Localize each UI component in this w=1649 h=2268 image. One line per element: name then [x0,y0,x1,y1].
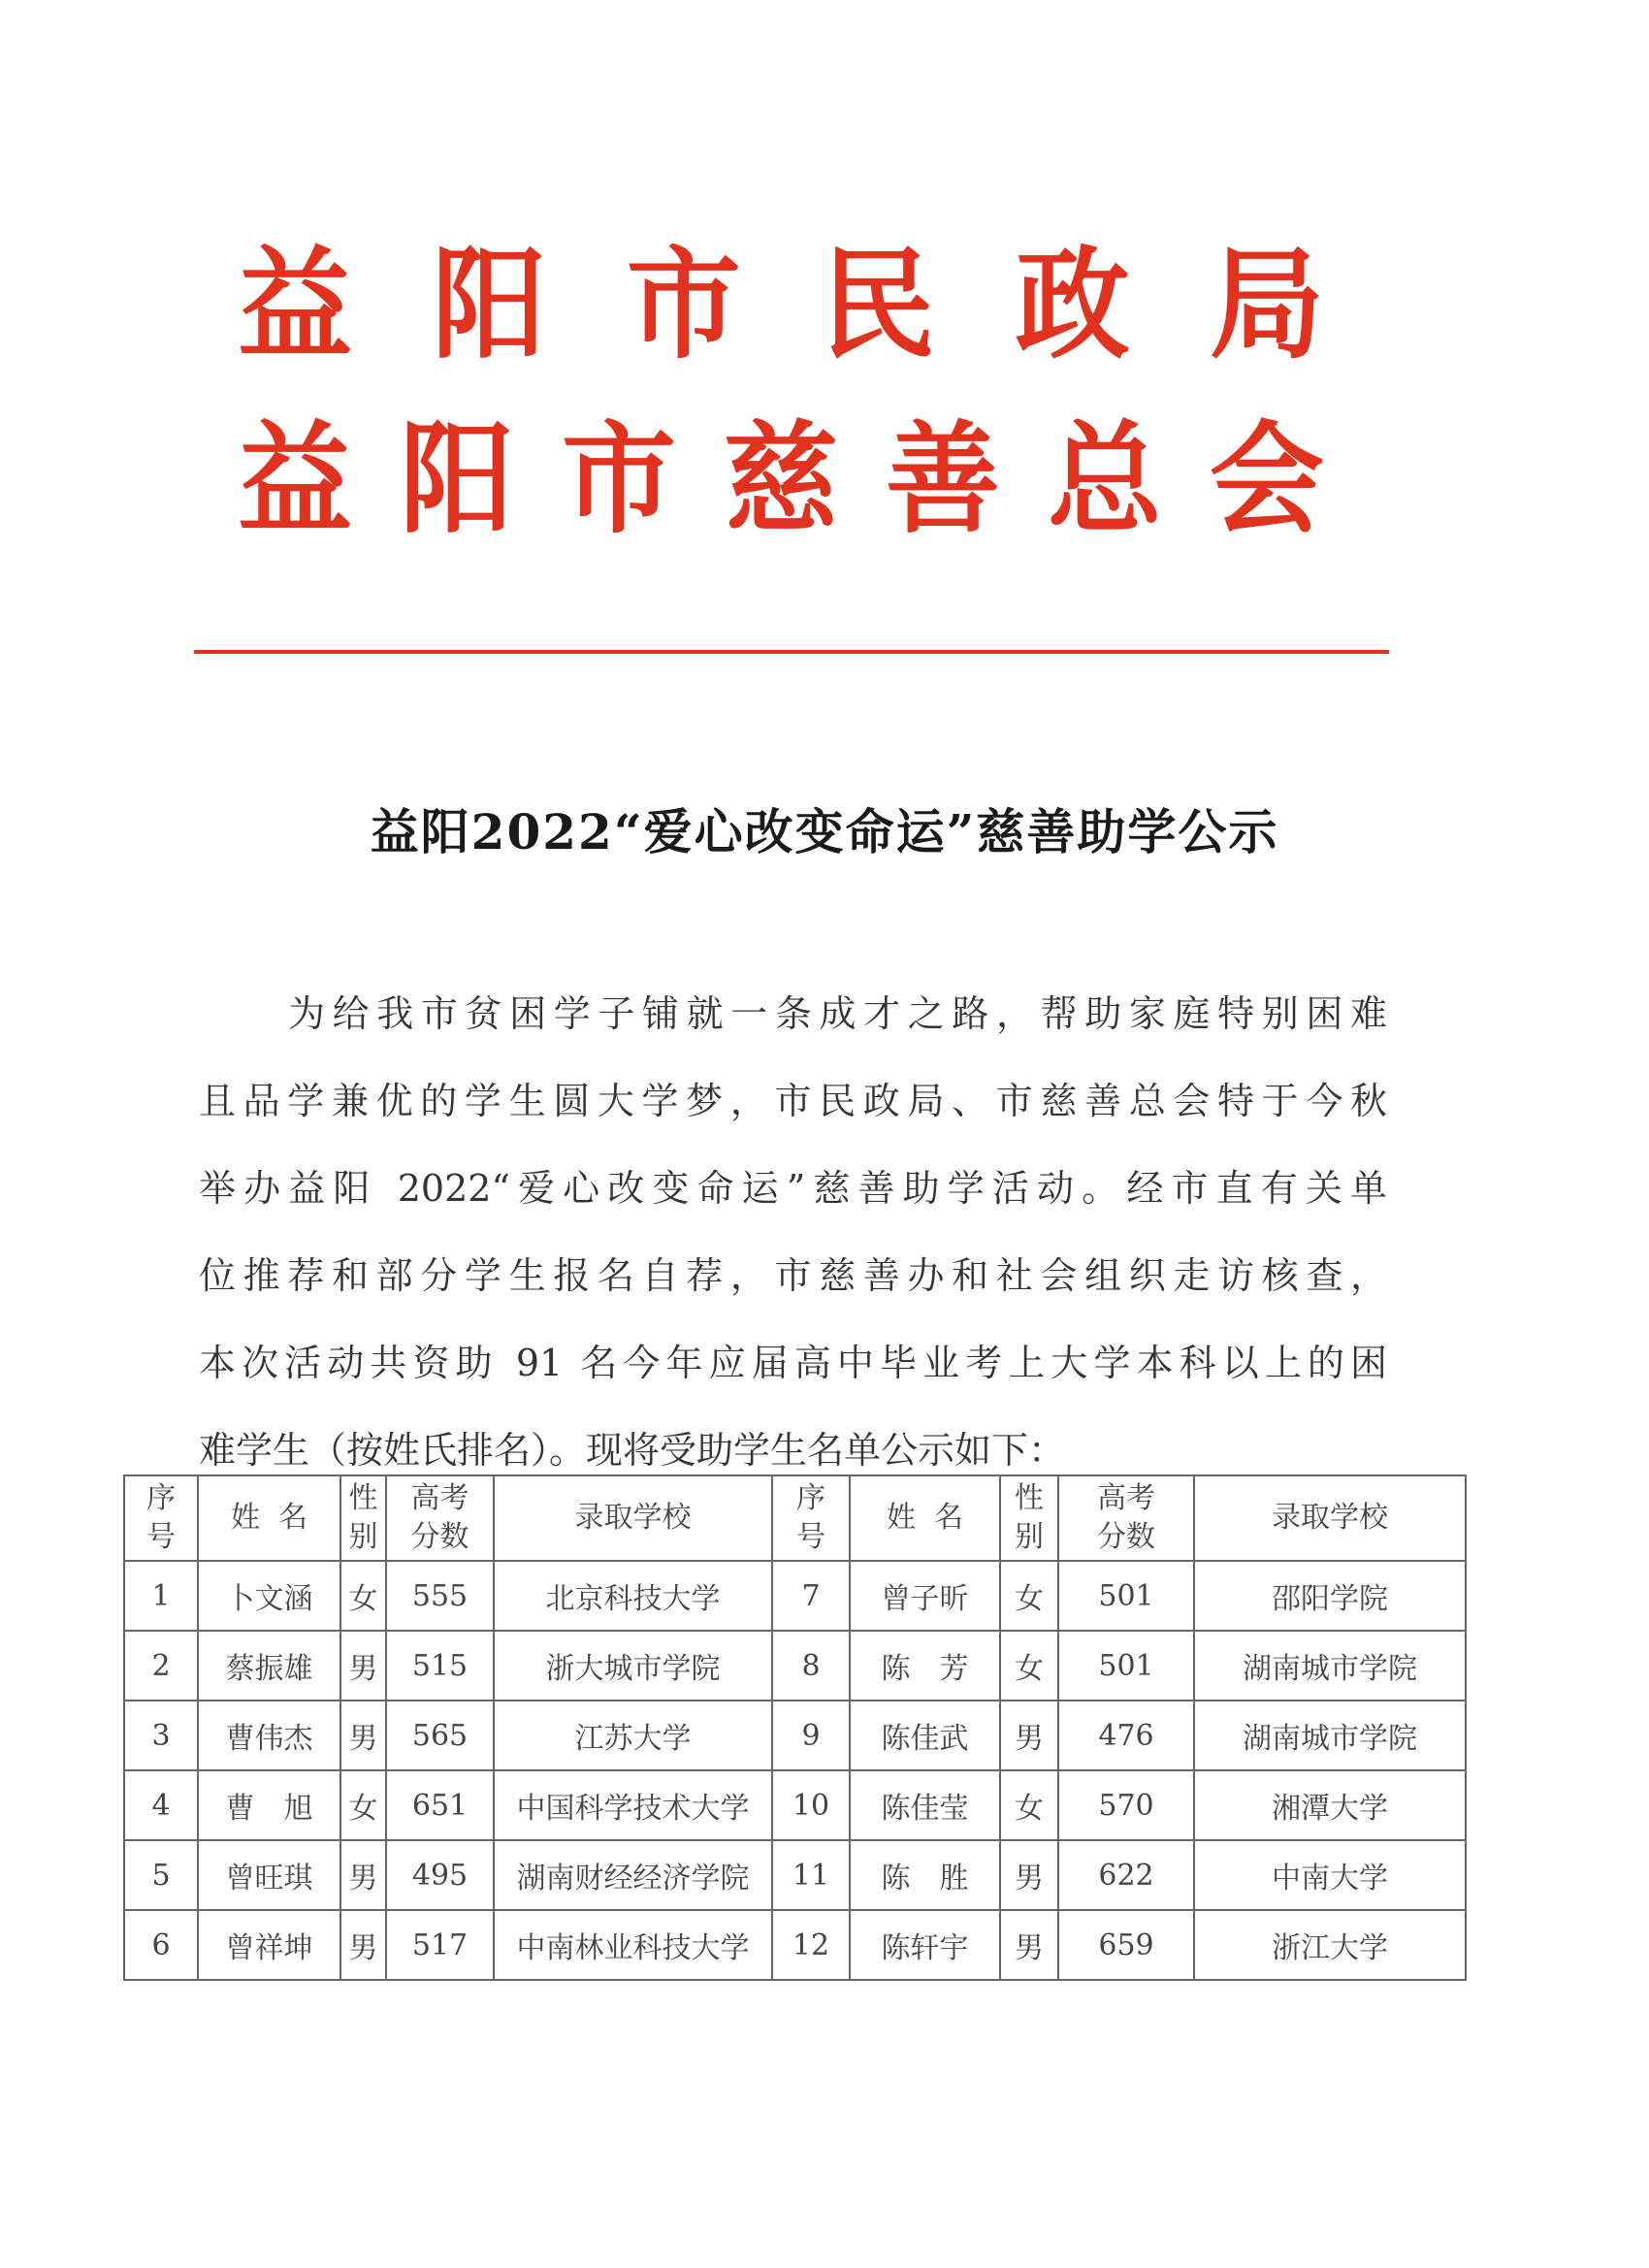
cell-score: 659 [1058,1910,1194,1980]
cell-gender: 男 [340,1840,386,1910]
cell-score: 555 [386,1561,494,1631]
cell-seq: 1 [124,1561,198,1631]
table-header-row [124,1475,1466,1561]
cell-name: 陈佳莹 [850,1770,1000,1840]
cell-seq: 4 [124,1770,198,1840]
cell-name: 曾旺琪 [198,1840,340,1910]
cell-school: 浙大城市学院 [494,1631,772,1701]
cell-score: 622 [1058,1840,1194,1910]
org-char: 总 [1047,408,1162,550]
cell-gender: 男 [340,1701,386,1770]
org-char: 阳 [432,234,547,375]
cell-seq: 6 [124,1910,198,1980]
student-table [123,1474,1467,1981]
org-char: 民 [821,234,936,375]
cell-gender: 男 [1000,1701,1058,1770]
cell-score: 495 [386,1840,494,1910]
cell-seq: 12 [772,1910,850,1980]
header-seq: 序 号 [772,1475,850,1561]
table-row [124,1631,1466,1701]
header-school: 录取学校 [494,1475,772,1561]
cell-seq: 9 [772,1701,850,1770]
cell-name: 蔡振雄 [198,1631,340,1701]
cell-gender: 女 [1000,1561,1058,1631]
org-char: 慈 [723,408,838,550]
cell-seq: 10 [772,1770,850,1840]
cell-school: 江苏大学 [494,1701,772,1770]
table-row [124,1770,1466,1840]
org-name-charity-federation [238,408,1324,550]
cell-seq: 11 [772,1840,850,1910]
cell-name: 曹 旭 [198,1770,340,1840]
cell-seq: 2 [124,1631,198,1701]
cell-school: 湖南财经经济学院 [494,1840,772,1910]
cell-name: 卜文涵 [198,1561,340,1631]
cell-gender: 男 [340,1910,386,1980]
paragraph-line: 举办益阳 2022“爱心改变命运”慈善助学活动。经市直有关单 [199,1167,1387,1210]
header-gender: 性 别 [1000,1475,1058,1561]
cell-score: 565 [386,1701,494,1770]
cell-school: 中国科学技术大学 [494,1770,772,1840]
org-char: 益 [238,408,353,550]
cell-score: 501 [1058,1561,1194,1631]
org-char: 阳 [399,408,514,550]
org-char: 政 [1015,234,1130,375]
cell-school: 浙江大学 [1194,1910,1466,1980]
cell-gender: 男 [340,1631,386,1701]
org-char: 市 [561,408,676,550]
cell-score: 476 [1058,1701,1194,1770]
org-name-civil-affairs [238,234,1324,375]
paragraph-line: 为给我市贫困学子铺就一条成才之路，帮助家庭特别困难 [288,992,1387,1035]
cell-name: 曹伟杰 [198,1701,340,1770]
cell-score: 570 [1058,1770,1194,1840]
org-char: 市 [626,234,741,375]
org-char: 会 [1209,408,1324,550]
cell-seq: 7 [772,1561,850,1631]
cell-name: 曾子昕 [850,1561,1000,1631]
cell-score: 651 [386,1770,494,1840]
header-name: 姓 名 [850,1475,1000,1561]
table-row [124,1701,1466,1770]
org-char: 局 [1209,234,1324,375]
paragraph-line: 位推荐和部分学生报名自荐，市慈善办和社会组织走访核查， [199,1254,1387,1297]
cell-gender: 男 [1000,1840,1058,1910]
cell-school: 中南大学 [1194,1840,1466,1910]
cell-name: 陈轩宇 [850,1910,1000,1980]
paragraph-line: 且品学兼优的学生圆大学梦，市民政局、市慈善总会特于今秋 [199,1080,1387,1122]
header-name: 姓 名 [198,1475,340,1561]
header-score: 高考 分数 [1058,1475,1194,1561]
cell-gender: 女 [1000,1770,1058,1840]
table-row [124,1910,1466,1980]
document-title: 益阳2022“爱心改变命运”慈善助学公示 [370,803,1279,860]
header-score: 高考 分数 [386,1475,494,1561]
cell-score: 517 [386,1910,494,1980]
org-char: 益 [238,234,353,375]
red-divider [194,650,1389,654]
cell-school: 北京科技大学 [494,1561,772,1631]
header-seq: 序 号 [124,1475,198,1561]
cell-school: 湖南城市学院 [1194,1631,1466,1701]
cell-seq: 8 [772,1631,850,1701]
cell-gender: 女 [340,1561,386,1631]
cell-name: 陈佳武 [850,1701,1000,1770]
header-gender: 性 别 [340,1475,386,1561]
table-row [124,1840,1466,1910]
paragraph-line: 本次活动共资助 91 名今年应届高中毕业考上大学本科以上的困 [199,1342,1387,1384]
table-row [124,1561,1466,1631]
header-school: 录取学校 [1194,1475,1466,1561]
cell-school: 湖南城市学院 [1194,1701,1466,1770]
body-paragraph [199,970,1387,1494]
cell-gender: 女 [1000,1631,1058,1701]
paragraph-line: 难学生（按姓氏排名）。现将受助学生名单公示如下： [199,1429,1066,1472]
cell-school: 邵阳学院 [1194,1561,1466,1631]
cell-name: 曾祥坤 [198,1910,340,1980]
cell-score: 501 [1058,1631,1194,1701]
cell-gender: 男 [1000,1910,1058,1980]
cell-score: 515 [386,1631,494,1701]
cell-school: 湘潭大学 [1194,1770,1466,1840]
cell-gender: 女 [340,1770,386,1840]
cell-name: 陈 胜 [850,1840,1000,1910]
cell-seq: 3 [124,1701,198,1770]
cell-name: 陈 芳 [850,1631,1000,1701]
cell-seq: 5 [124,1840,198,1910]
org-char: 善 [885,408,1000,550]
cell-school: 中南林业科技大学 [494,1910,772,1980]
